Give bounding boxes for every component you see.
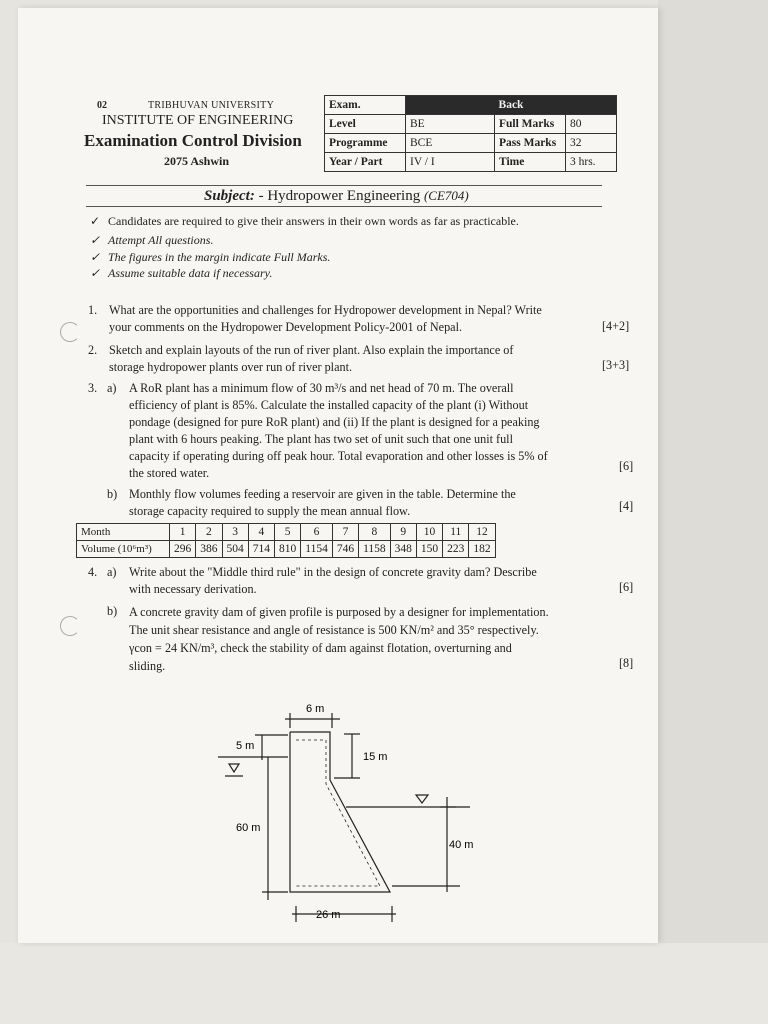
question-2-marks: [3+3] [602, 358, 630, 372]
exam-date: 2075 Ashwin [164, 154, 230, 168]
checkmark-icon: ✓ [90, 214, 101, 228]
question-4b-marks: [8] [619, 656, 634, 670]
month-cell: 3 [222, 524, 248, 541]
exam-label: Exam. [325, 96, 406, 115]
volume-cell: 296 [170, 541, 196, 558]
volume-cell: 746 [332, 541, 358, 558]
volume-cell: 182 [469, 541, 495, 558]
fullmarks-label: Full Marks [495, 115, 566, 134]
volume-cell: 810 [275, 541, 301, 558]
fullmarks-value: 80 [566, 115, 617, 134]
subquestion-label: a) [107, 381, 117, 395]
university-name: TRIBHUVAN UNIVERSITY [148, 100, 275, 111]
question-3a-text: A RoR plant has a minimum flow of 30 m³/s and net head of 70 m. The overall efficiency of plant is 85%. Calculate the installed capacity of the plant (i) Without pondage (designed for pure RoR plant) and (ii) If the plant is designed for a peaking plant with 6 hours peaking. The plant has two set of unit such that one unit full capacity if operating during off peak hour. Total evaporation and other losses is 5% of the stored water. [129, 381, 548, 480]
question-number: 1. [88, 303, 98, 317]
volume-cell: 1158 [359, 541, 391, 558]
base-label: 26 m [316, 909, 341, 921]
vertical-face-label: 15 m [363, 751, 388, 763]
passmarks-label: Pass Marks [495, 134, 566, 153]
subject-label: Subject: [204, 188, 255, 204]
month-cell: 2 [196, 524, 222, 541]
instruction-item: ✓ Candidates are required to give their answers in their own words as far as practicable. [90, 214, 519, 228]
volume-cell: 504 [222, 541, 248, 558]
instruction-item: ✓ The figures in the margin indicate Full Marks. [90, 250, 331, 264]
exam-value: Back [406, 96, 617, 115]
subquestion-label: b) [107, 487, 118, 501]
volume-cell: 348 [390, 541, 416, 558]
volume-cell: 223 [443, 541, 469, 558]
time-value: 3 hrs. [566, 153, 617, 172]
time-label: Time [495, 153, 566, 172]
water-level-icon [229, 764, 239, 772]
volume-cell: 714 [248, 541, 274, 558]
freeboard-label: 5 m [236, 740, 255, 752]
question-1-marks: [4+2] [602, 319, 630, 333]
instruction-item: ✓ Assume suitable data if necessary. [90, 266, 273, 280]
checkmark-icon: ✓ [90, 233, 101, 247]
top-width-label: 6 m [306, 703, 325, 715]
subquestion-label: a) [107, 565, 117, 579]
programme-label: Programme [325, 134, 406, 153]
question-3a-marks: [6] [619, 459, 634, 473]
volume-cell: 150 [416, 541, 442, 558]
question-2-text: Sketch and explain layouts of the run of river plant. Also explain the importance of storage hydropower plants over run of river plant. [109, 343, 514, 374]
level-value: BE [406, 115, 495, 134]
checkmark-icon: ✓ [90, 266, 101, 280]
paper-code: 02 [97, 100, 107, 111]
question-3b-marks: [4] [619, 499, 634, 513]
institute-name: INSTITUTE OF ENGINEERING [102, 113, 294, 128]
instruction-item: ✓ Attempt All questions. [90, 233, 214, 247]
question-number: 3. [88, 381, 98, 395]
tailwater-label: 40 m [449, 839, 474, 851]
question-number: 4. [88, 565, 98, 579]
yearpart-value: IV / I [406, 153, 495, 172]
volume-cell: 1154 [301, 541, 333, 558]
month-cell: 1 [170, 524, 196, 541]
month-cell: 12 [469, 524, 495, 541]
height-label: 60 m [236, 822, 261, 834]
subject-code: (CE704) [423, 188, 469, 203]
programme-value: BCE [406, 134, 495, 153]
volume-header: Volume (10⁶m³) [77, 541, 170, 558]
yearpart-label: Year / Part [325, 153, 406, 172]
question-number: 2. [88, 343, 98, 357]
passmarks-value: 32 [566, 134, 617, 153]
month-cell: 10 [416, 524, 442, 541]
question-3b-text: Monthly flow volumes feeding a reservoir are given in the table. Determine the storage capacity required to supply the mean annual flow. [129, 487, 516, 518]
question-1-text: What are the opportunities and challenges for Hydropower development in Nepal? Write your comments on the Hydropower Development Policy-2001 of Nepal. [109, 303, 542, 334]
month-cell: 8 [359, 524, 391, 541]
month-cell: 5 [275, 524, 301, 541]
checkmark-icon: ✓ [90, 250, 101, 264]
subject-name: - Hydropower Engineering [258, 188, 421, 204]
level-label: Level [325, 115, 406, 134]
month-cell: 4 [248, 524, 274, 541]
water-level-icon [416, 795, 428, 803]
division-name: Examination Control Division [84, 131, 302, 150]
month-cell: 11 [443, 524, 469, 541]
question-4a-text: Write about the "Middle third rule" in the design of concrete gravity dam? Describe with necessary derivation. [129, 565, 537, 596]
month-header: Month [77, 524, 170, 541]
question-4b-text: A concrete gravity dam of given profile is purposed by a designer for implementation. The unit shear resistance and angle of resistance is 500 KN/m² and 35° respectively. γcon = 24 KN/m³, check the stability of dam against flotation, overturning and sliding. [129, 605, 549, 673]
month-cell: 9 [390, 524, 416, 541]
volume-cell: 386 [196, 541, 222, 558]
month-cell: 6 [301, 524, 333, 541]
subquestion-label: b) [107, 604, 118, 618]
question-4a-marks: [6] [619, 580, 634, 594]
month-cell: 7 [332, 524, 358, 541]
